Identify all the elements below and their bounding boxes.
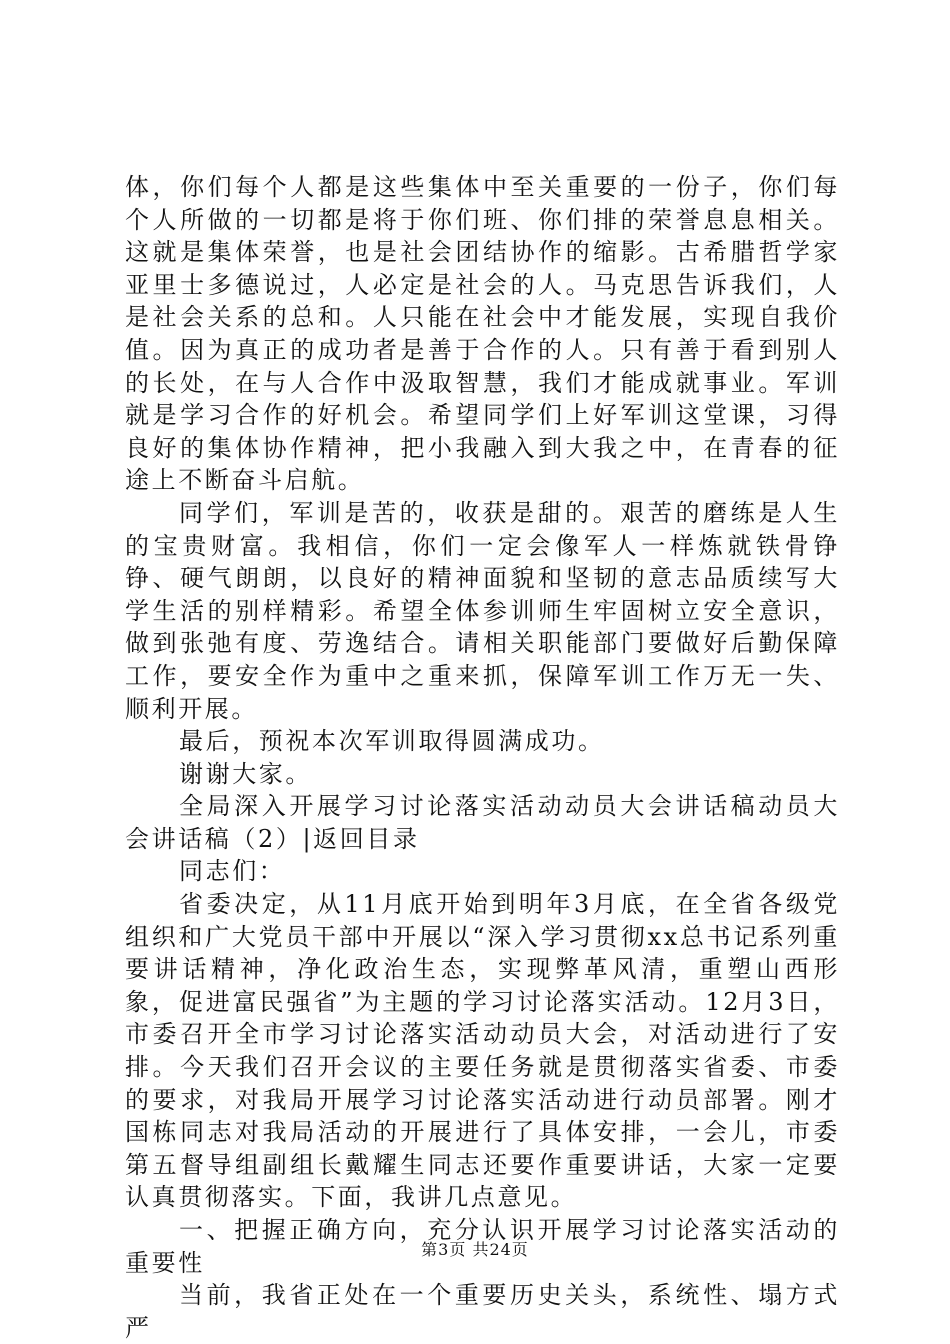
paragraph-military-training: 同学们，军训是苦的，收获是甜的。艰苦的磨练是人生的宝贵财富。我相信，你们一定会像军人一样炼就铁骨铮铮、硬气朗朗，以良好的精神面貌和坚韧的意志品质续写大学生活的别样精彩。希望全体参训师生牢固树立安全意识，做到张弛有度、劳逸结合。请相关职能部门要做好后勤保障工作，要安全作为重中之重来抓，保障军训工作万无一失、顺利开展。 xyxy=(125,498,840,723)
paragraph-current-situation: 当前，我省正处在一个重要历史关头，系统性、塌方式严 xyxy=(125,1281,840,1342)
document-body xyxy=(125,171,840,1344)
heading-section-one: 一、把握正确方向，充分认识开展学习讨论落实活动的重要性 xyxy=(125,1216,840,1277)
section-title-link[interactable]: 全局深入开展学习讨论落实活动动员大会讲话稿动员大会讲话稿（2）|返回目录 xyxy=(125,792,840,853)
paragraph-thanks: 谢谢大家。 xyxy=(179,759,312,788)
page-number: 第3页 共24页 xyxy=(421,1240,529,1259)
page-footer xyxy=(0,1240,950,1260)
paragraph-closing-wish: 最后，预祝本次军训取得圆满成功。 xyxy=(179,727,605,756)
paragraph-salutation: 同志们： xyxy=(179,857,286,886)
paragraph-provincial-decision: 省委决定，从11月底开始到明年3月底，在全省各级党组织和广大党员干部中开展以“深入学习贯彻xx总书记系列重要讲话精神，净化政治生态，实现弊革风清，重塑山西形象，促进富民强省”为主题的学习讨论落实活动。12月3日，市委召开全市学习讨论落实活动动员大会，对活动进行了安排。今天我们召开会议的主要任务就是贯彻落实省委、市委的要求，对我局开展学习讨论落实活动进行动员部署。刚才国栋同志对我局活动的开展进行了具体安排，一会儿，市委第五督导组副组长戴耀生同志还要作重要讲话，大家一定要认真贯彻落实。下面，我讲几点意见。 xyxy=(125,890,840,1212)
paragraph-collective-honor: 体，你们每个人都是这些集体中至关重要的一份子，你们每个人所做的一切都是将于你们班、你们排的荣誉息息相关。这就是集体荣誉，也是社会团结协作的缩影。古希腊哲学家亚里士多德说过，人必定是社会的人。马克思告诉我们，人是社会关系的总和。人只能在社会中才能发展，实现自我价值。因为真正的成功者是善于合作的人。只有善于看到别人的长处，在与人合作中汲取智慧，我们才能成就事业。军训就是学习合作的好机会。希望同学们上好军训这堂课，习得良好的集体协作精神，把小我融入到大我之中，在青春的征途上不断奋斗启航。 xyxy=(125,173,840,495)
